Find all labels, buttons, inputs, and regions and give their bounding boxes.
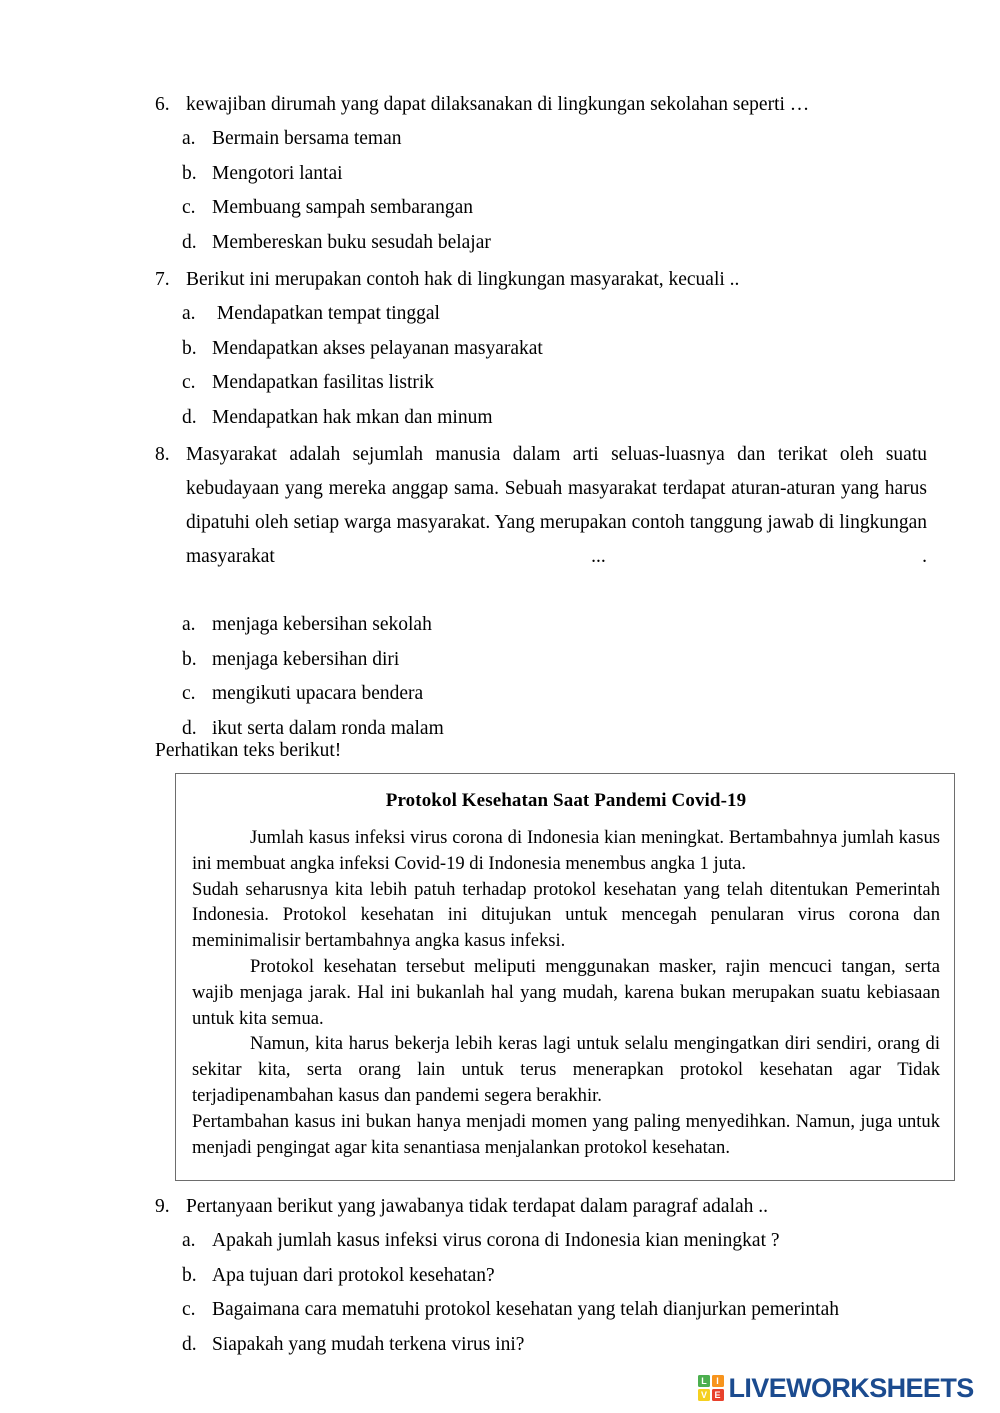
option-text: menjaga kebersihan sekolah <box>212 614 432 635</box>
option-text: ikut serta dalam ronda malam <box>212 717 444 739</box>
passage-paragraph-5: Pertambahan kasus ini bukan hanya menjadi momen yang paling menyedihkan. Namun, juga untuk menjadi pengingat agar kita senantiasa menjalankan protokol kesehatan. <box>192 1110 940 1158</box>
question-8-option-a[interactable] <box>182 608 927 643</box>
question-6-stem: kewajiban dirumah yang dapat dilaksanakan di lingkungan sekolahan seperti … <box>186 94 810 115</box>
option-text: Apa tujuan dari protokol kesehatan? <box>212 1264 495 1286</box>
question-6-option-a[interactable] <box>182 122 925 157</box>
question-6-option-b[interactable] <box>182 157 925 192</box>
question-8-option-c[interactable] <box>182 677 927 712</box>
option-letter: d. <box>182 717 197 739</box>
reading-passage-box <box>175 773 955 1181</box>
option-letter: c. <box>182 197 196 218</box>
passage-paragraph-4: Namun, kita harus bekerja lebih keras lagi untuk selalu mengingatkan diri sendiri, orang di sekitar kita, serta orang lain untuk terus menerapkan protokol kesehatan agar Tidak terjadipenambahan kasus dan pandemi segera berakhir. <box>192 1033 940 1106</box>
option-letter: d. <box>182 1333 197 1355</box>
question-8 <box>155 438 927 746</box>
option-letter: a. <box>182 303 196 324</box>
option-letter: b. <box>182 648 197 670</box>
option-letter: c. <box>182 683 196 704</box>
question-8-number: 8. <box>155 444 170 465</box>
question-7-option-c[interactable] <box>182 366 925 401</box>
passage-paragraph-1: Jumlah kasus infeksi virus corona di Indonesia kian meningkat. Bertambahnya jumlah kasus ini membuat angka infeksi Covid-19 di Indonesia menembus angka 1 juta. <box>192 827 940 874</box>
option-text: Bermain bersama teman <box>212 128 402 149</box>
liveworksheets-tiles-icon <box>698 1375 724 1401</box>
option-text: Mendapatkan hak mkan dan minum <box>212 406 493 428</box>
question-9-number: 9. <box>155 1196 170 1217</box>
question-9-stem-row <box>155 1190 925 1224</box>
question-9-option-b[interactable] <box>182 1259 925 1294</box>
logo-tile-l: L <box>698 1375 710 1387</box>
liveworksheets-wordmark: LIVEWORKSHEETS <box>728 1373 974 1403</box>
option-text: Mendapatkan fasilitas listrik <box>212 372 435 393</box>
question-9 <box>155 1190 925 1362</box>
question-9-option-c[interactable] <box>182 1293 925 1328</box>
liveworksheets-logo[interactable] <box>698 1371 974 1405</box>
passage-title: Protokol Kesehatan Saat Pandemi Covid-19 <box>385 790 747 811</box>
option-text: Membuang sampah sembarangan <box>212 197 474 218</box>
question-9-option-d[interactable] <box>182 1328 925 1363</box>
option-letter: b. <box>182 337 197 359</box>
question-6 <box>155 88 925 260</box>
option-text: Mengotori lantai <box>212 162 343 184</box>
option-text: Mendapatkan akses pelayanan masyarakat <box>212 337 543 359</box>
option-letter: d. <box>182 231 197 253</box>
question-9-stem: Pertanyaan berikut yang jawabanya tidak terdapat dalam paragraf adalah .. <box>186 1196 769 1217</box>
option-letter: b. <box>182 162 197 184</box>
passage-paragraph-2: Sudah seharusnya kita lebih patuh terhadap protokol kesehatan yang telah ditentukan Pemerintah Indonesia. Protokol kesehatan ini ditujukan untuk mencegah penularan virus corona dan meminimalisir bertambahnya angka kasus infeksi. <box>192 878 940 952</box>
question-6-option-c[interactable] <box>182 191 925 226</box>
option-letter: b. <box>182 1264 197 1286</box>
question-6-stem-row <box>155 88 925 122</box>
option-text: menjaga kebersihan diri <box>212 648 400 670</box>
passage-paragraph-3: Protokol kesehatan tersebut meliputi menggunakan masker, rajin mencuci tangan, serta wajib menjaga jarak. Hal ini bukanlah hal yang mudah, karena bukan merupakan suatu kebiasaan untuk kita semua. <box>192 955 940 1029</box>
question-7 <box>155 263 925 435</box>
option-text: mengikuti upacara bendera <box>212 683 424 704</box>
logo-tile-v: V <box>698 1389 710 1401</box>
question-7-option-b[interactable] <box>182 332 925 367</box>
option-text: Apakah jumlah kasus infeksi virus corona di Indonesia kian meningkat ? <box>212 1230 780 1251</box>
option-text: Siapakah yang mudah terkena virus ini? <box>212 1333 525 1355</box>
question-6-option-d[interactable] <box>182 226 925 261</box>
question-7-stem: Berikut ini merupakan contoh hak di lingkungan masyarakat, kecuali .. <box>186 269 740 290</box>
question-8-stem: Masyarakat adalah sejumlah manusia dalam arti seluas-luasnya dan terikat oleh suatu kebudayaan yang mereka anggap sama. Sebuah masyarakat terdapat aturan-aturan yang harus dipatuhi oleh setiap warga masyarakat. Yang merupakan contoh tanggung jawab di lingkungan masyarakat ... . <box>186 444 927 567</box>
question-7-number: 7. <box>155 269 170 290</box>
logo-tile-e: E <box>712 1389 724 1401</box>
option-letter: c. <box>182 372 196 393</box>
logo-tile-i: I <box>712 1375 724 1387</box>
question-7-stem-row <box>155 263 925 297</box>
question-8-stem-row <box>155 438 927 608</box>
option-text: Mendapatkan tempat tinggal <box>212 303 440 324</box>
question-6-number: 6. <box>155 94 170 115</box>
option-letter: a. <box>182 1230 196 1251</box>
question-8-option-b[interactable] <box>182 643 927 678</box>
instruction-text: Perhatikan teks berikut! <box>155 740 342 761</box>
option-letter: c. <box>182 1299 196 1320</box>
option-letter: d. <box>182 406 197 428</box>
question-7-option-d[interactable] <box>182 401 925 436</box>
option-text: Membereskan buku sesudah belajar <box>212 231 491 253</box>
option-text: Bagaimana cara mematuhi protokol kesehatan yang telah dianjurkan pemerintah <box>212 1299 840 1320</box>
option-letter: a. <box>182 614 196 635</box>
question-9-option-a[interactable] <box>182 1224 925 1259</box>
option-letter: a. <box>182 128 196 149</box>
question-7-option-a[interactable] <box>182 297 925 332</box>
